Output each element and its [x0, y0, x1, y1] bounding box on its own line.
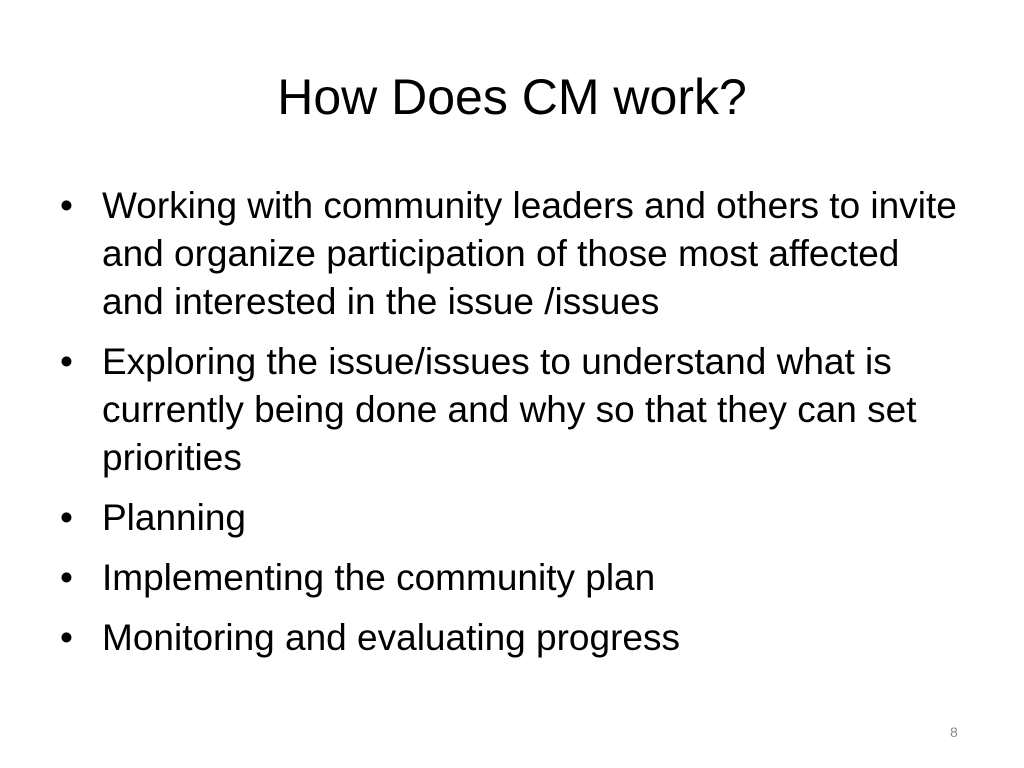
bullet-text: Monitoring and evaluating progress: [102, 617, 680, 658]
bullet-dot-icon: •: [60, 341, 73, 382]
bullet-item: [58, 614, 968, 662]
bullet-item: [58, 182, 968, 326]
bullet-dot-icon: •: [60, 185, 73, 226]
bullet-dot-icon: •: [60, 557, 73, 598]
bullet-item: [58, 554, 968, 602]
bullet-text: Exploring the issue/issues to understand what is currently being done and why so that they can set priorities: [102, 341, 917, 478]
bullet-list: [58, 182, 968, 674]
bullet-text: Working with community leaders and others to invite and organize participation of those most affected and interested in the issue /issues: [102, 185, 957, 322]
bullet-dot-icon: •: [60, 497, 73, 538]
slide-page-number: 8: [950, 724, 958, 740]
bullet-item: [58, 494, 968, 542]
bullet-text: Implementing the community plan: [102, 557, 656, 598]
bullet-dot-icon: •: [60, 617, 73, 658]
slide-title: How Does CM work?: [277, 69, 747, 125]
bullet-text: Planning: [102, 497, 247, 538]
bullet-item: [58, 338, 968, 482]
